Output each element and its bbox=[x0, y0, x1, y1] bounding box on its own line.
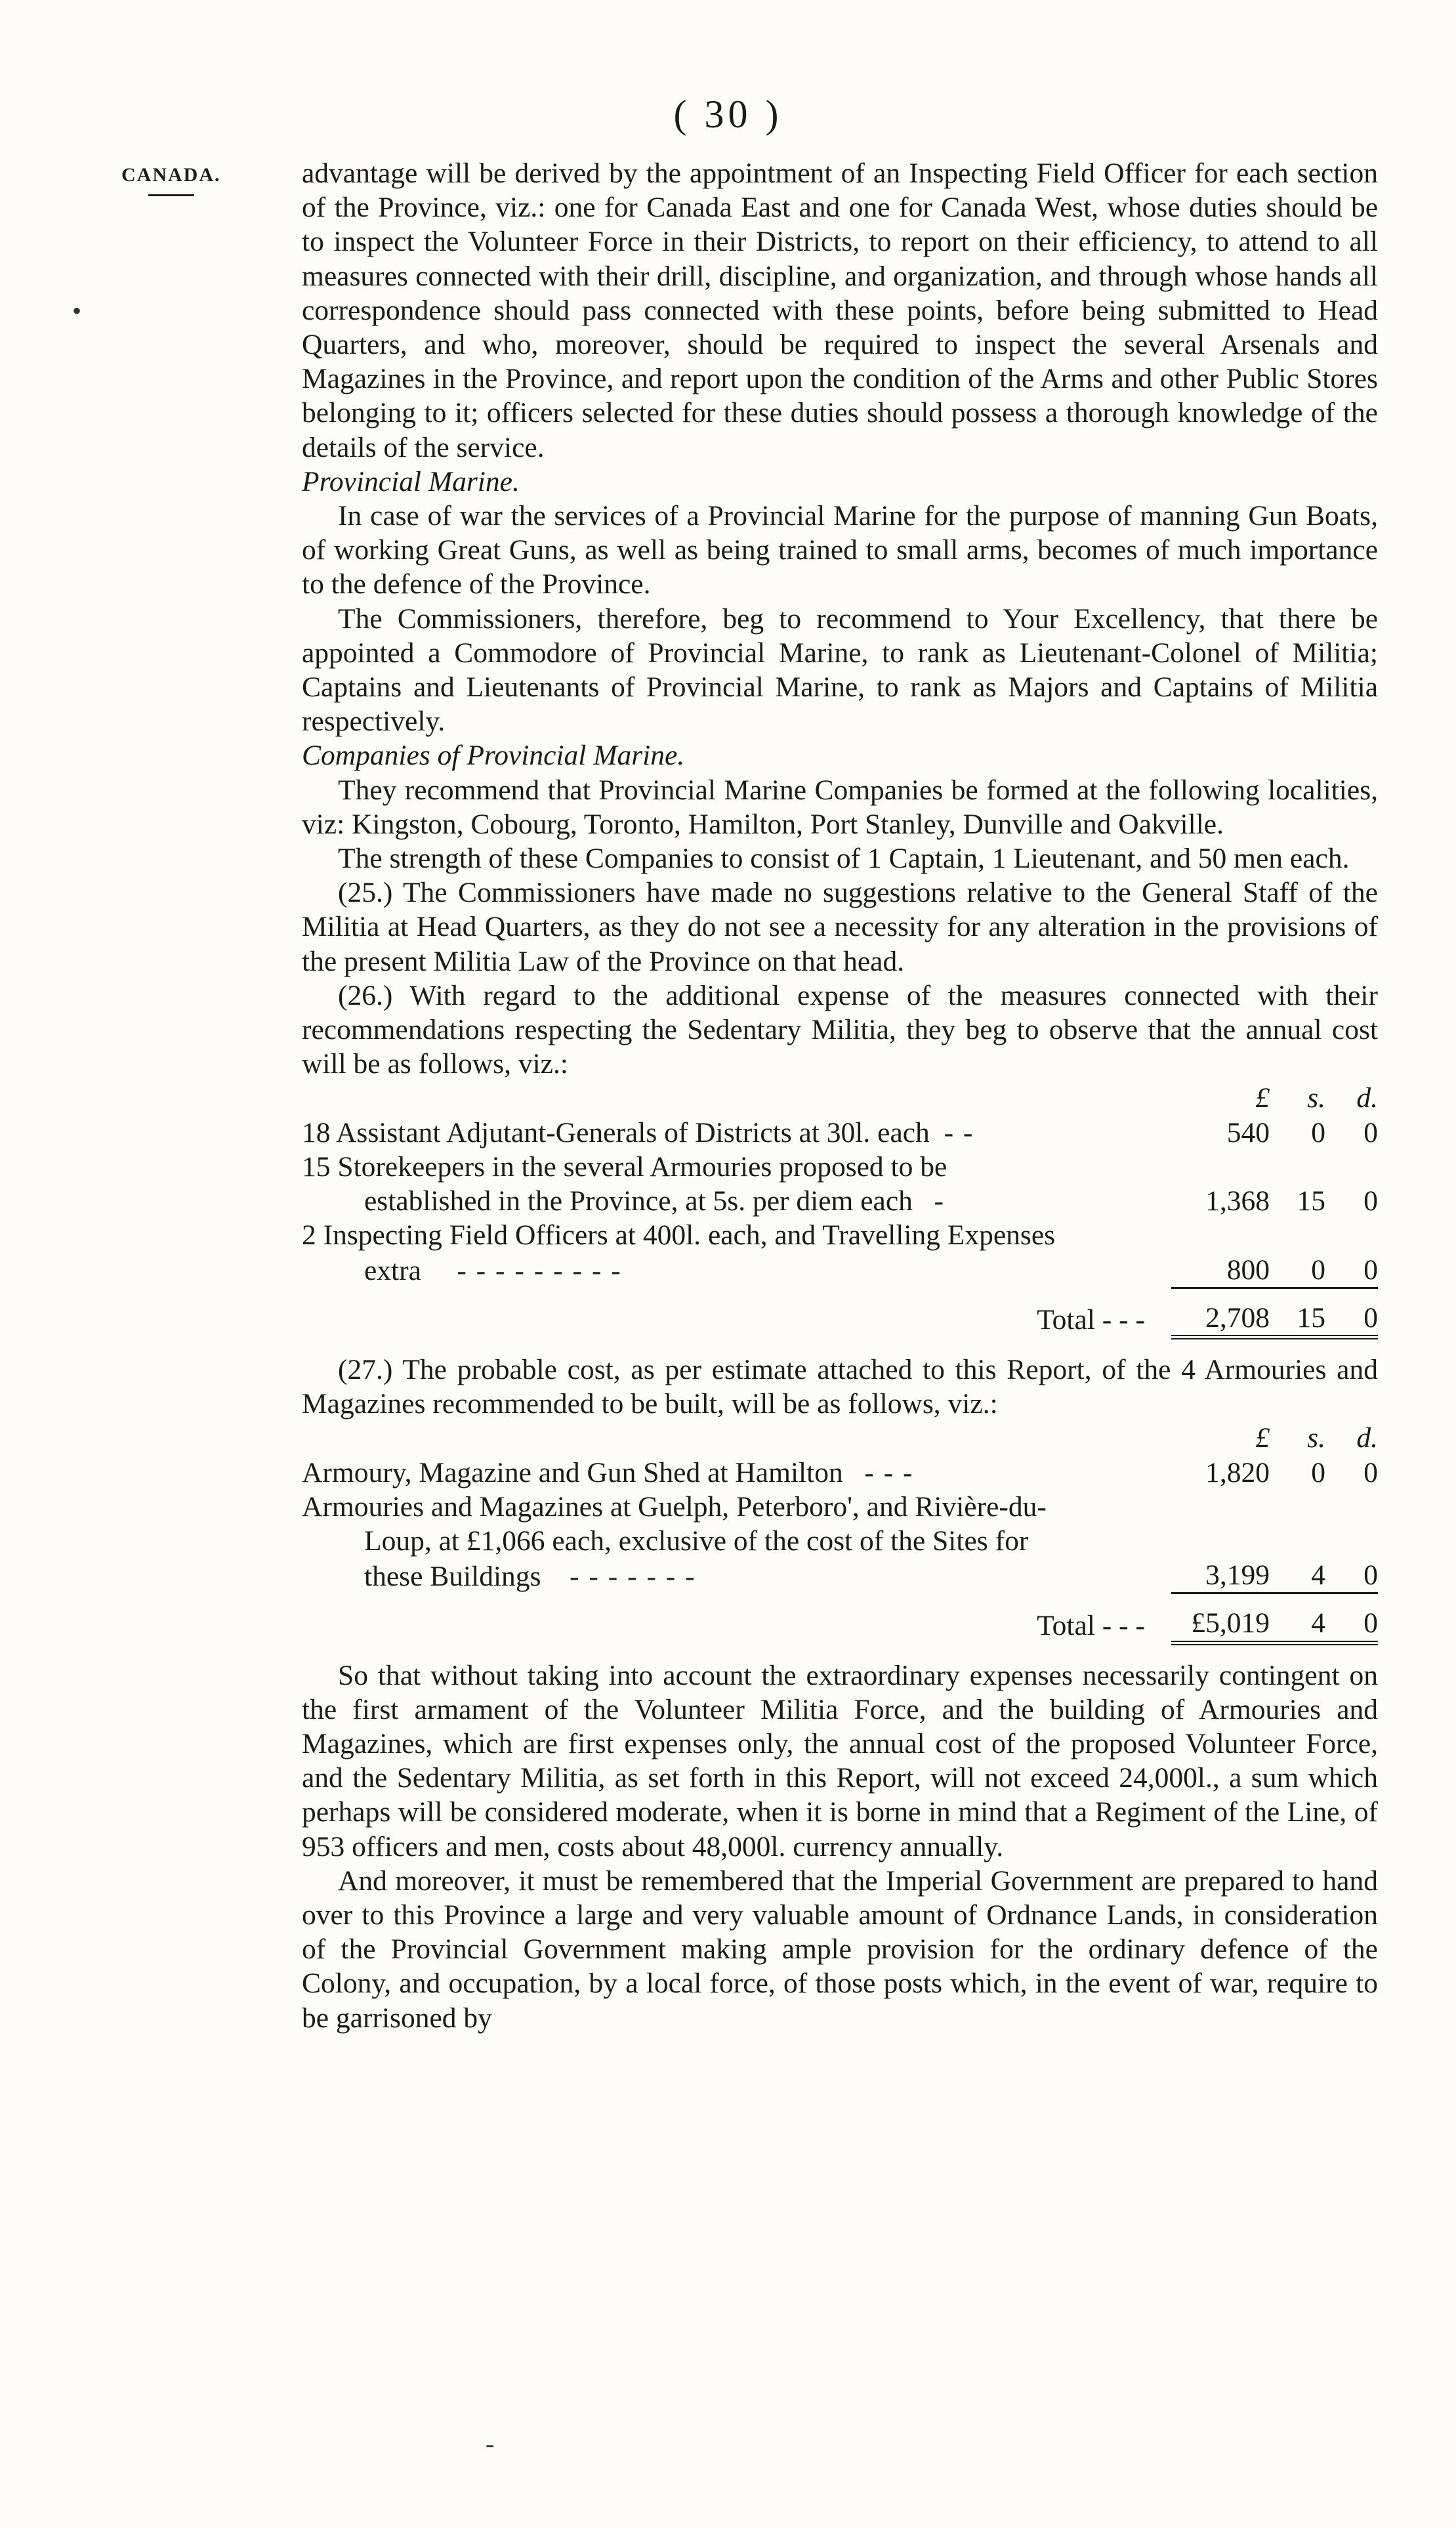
table-row bbox=[302, 1218, 1378, 1252]
total-label: Total - - - bbox=[1037, 1304, 1145, 1336]
amount-pounds: 1,820 bbox=[1205, 1456, 1270, 1488]
leader-dashes: - - - - - - - bbox=[569, 1560, 696, 1592]
margin-rule bbox=[148, 194, 194, 196]
leader-dashes: - - bbox=[944, 1116, 974, 1148]
cost-table-armouries bbox=[302, 1421, 1378, 1645]
total-shillings: 4 bbox=[1270, 1593, 1325, 1643]
row-description: Armoury, Magazine and Gun Shed at Hamilton bbox=[302, 1456, 843, 1488]
total-row bbox=[302, 1593, 1378, 1643]
pounds-header: £ bbox=[1255, 1082, 1270, 1114]
amount-pence: 0 bbox=[1363, 1456, 1378, 1488]
total-label: Total - - - bbox=[1037, 1609, 1145, 1641]
shillings-header: s. bbox=[1307, 1422, 1325, 1454]
paragraph-strength: The strength of these Companies to consist of 1 Captain, 1 Lieutenant, and 50 men each. bbox=[338, 843, 1350, 875]
row-description: established in the Province, at 5s. per diem each bbox=[364, 1185, 913, 1217]
paragraph-ordnance-lands: And moreover, it must be remembered that the Imperial Government are prepared to hand over to this Province a large and very valuable amount of Ordnance Lands, in consideration of the Provincial Government making ample provision for the ordinary defence of the Colony, and occupation, by a local force, of those posts which, in the event of war, require to be garrisoned by bbox=[302, 1864, 1378, 2034]
amount-pounds: 3,199 bbox=[1205, 1559, 1270, 1591]
body-text bbox=[302, 156, 1378, 2035]
pence-header: d. bbox=[1356, 1082, 1378, 1114]
paragraph-marine-services: In case of war the services of a Provincial Marine for the purpose of manning Gun Boats, of working Great Guns, as well as being trained to small arms, becomes of much importance to the defence of the Province. bbox=[302, 500, 1378, 600]
amount-shillings: 0 bbox=[1311, 1116, 1325, 1148]
amount-pence: 0 bbox=[1363, 1253, 1378, 1286]
margin-label-text: CANADA. bbox=[121, 164, 221, 186]
pounds-header: £ bbox=[1255, 1422, 1270, 1454]
paragraph-27: (27.) The probable cost, as per estimate attached to this Report, of the 4 Armouries and Magazines recommended to be built, will be as follows, viz.: bbox=[302, 1353, 1378, 1420]
pence-header: d. bbox=[1356, 1422, 1378, 1454]
amount-shillings: 15 bbox=[1297, 1185, 1325, 1217]
row-description: 15 Storekeepers in the several Armouries proposed to be bbox=[302, 1150, 947, 1183]
total-pounds: £5,019 bbox=[1171, 1593, 1270, 1643]
leader-dashes: - bbox=[934, 1185, 946, 1217]
table-row bbox=[302, 1116, 1378, 1150]
row-description: extra bbox=[364, 1255, 421, 1286]
total-pence: 0 bbox=[1325, 1288, 1378, 1337]
table-row bbox=[302, 1184, 1378, 1218]
paragraph-annual-cost: So that without taking into account the extraordinary expenses necessarily contingent on the first armament of the Volunteer Militia Force, and the building of Armouries and Magazines, which are first expenses only, the annual cost of the proposed Volunteer Force, and the Sedentary Militia, as set forth in this Report, will not exceed 24,000l., a sum which perhaps will be considered moderate, when it is borne in mind that a Regiment of the Line, of 953 officers and men, costs about 48,000l. currency annually. bbox=[302, 1659, 1378, 1863]
leader-dashes: - - - - - - - - - bbox=[457, 1255, 622, 1286]
cost-table-militia bbox=[302, 1081, 1378, 1339]
total-pence: 0 bbox=[1325, 1593, 1378, 1643]
paragraph-commodore: The Commissioners, therefore, beg to recommend to Your Excellency, that there be appointed a Commodore of Provincial Marine, to rank as Lieutenant-Colonel of Militia; Captains and Lieutenants of Provincial Marine, to rank as Majors and Captains of Militia respectively. bbox=[302, 602, 1378, 738]
row-description: 18 Assistant Adjutant-Generals of Districts at 30l. each bbox=[302, 1116, 930, 1148]
amount-shillings: 4 bbox=[1311, 1559, 1325, 1591]
heading-provincial-marine: Provincial Marine. bbox=[302, 465, 520, 497]
row-description: 2 Inspecting Field Officers at 400l. each, and Travelling Expenses bbox=[302, 1219, 1056, 1252]
currency-header bbox=[302, 1081, 1378, 1115]
amount-pence: 0 bbox=[1363, 1185, 1378, 1217]
paragraph-26: (26.) With regard to the additional expense of the measures connected with their recommendations respecting the Sedentary Militia, they beg to observe that the annual cost will be as follows, viz.: bbox=[302, 979, 1378, 1080]
amount-pence: 0 bbox=[1363, 1559, 1378, 1591]
stray-mark: • bbox=[72, 296, 82, 326]
leader-dashes: - - - bbox=[864, 1456, 914, 1488]
amount-pounds: 540 bbox=[1226, 1116, 1270, 1148]
amount-shillings: 0 bbox=[1311, 1253, 1325, 1286]
table-row bbox=[302, 1253, 1378, 1288]
margin-label bbox=[121, 164, 221, 196]
amount-pounds: 800 bbox=[1226, 1253, 1270, 1286]
amount-shillings: 0 bbox=[1311, 1456, 1325, 1488]
row-description: Armouries and Magazines at Guelph, Peterboro', and Rivière-du- bbox=[302, 1490, 1047, 1523]
table-row bbox=[302, 1558, 1378, 1593]
table-row bbox=[302, 1150, 1378, 1184]
row-description: these Buildings bbox=[364, 1560, 541, 1592]
row-description: Loup, at £1,066 each, exclusive of the cost of the Sites for bbox=[364, 1525, 1029, 1557]
paragraph-localities: They recommend that Provincial Marine Companies be formed at the following localities, viz: Kingston, Cobourg, Toronto, Hamilton, Port Stanley, Dunville and Oakville. bbox=[302, 774, 1378, 840]
table-row bbox=[302, 1490, 1378, 1524]
total-pounds: 2,708 bbox=[1171, 1288, 1270, 1337]
paragraph-inspecting-officer: advantage will be derived by the appointment of an Inspecting Field Officer for each section of the Province, viz.: one for Canada East and one for Canada West, whose duties should be to inspect the Volunteer Force in their Districts, to report on their efficiency, to attend to all measures connected with their drill, discipline, and organization, and through whose hands all correspondence should pass connected with these points, before being submitted to Head Quarters, and who, moreover, should be required to inspect the several Arsenals and Magazines in the Province, and report upon the condition of the Arms and other Public Stores belonging to it; officers selected for these duties should possess a thorough knowledge of the details of the service. bbox=[302, 158, 1378, 463]
amount-pounds: 1,368 bbox=[1205, 1185, 1270, 1217]
heading-companies: Companies of Provincial Marine. bbox=[302, 740, 685, 772]
total-shillings: 15 bbox=[1270, 1288, 1325, 1337]
table-row bbox=[302, 1524, 1378, 1558]
paragraph-25: (25.) The Commissioners have made no suggestions relative to the General Staff of the Militia at Head Quarters, as they do not see a necessity for any alteration in the provisions of the present Militia Law of the Province on that head. bbox=[302, 877, 1378, 977]
shillings-header: s. bbox=[1307, 1082, 1325, 1114]
page-number: ( 30 ) bbox=[673, 93, 783, 136]
total-row bbox=[302, 1288, 1378, 1337]
stray-mark: - bbox=[486, 2429, 495, 2458]
currency-header bbox=[302, 1421, 1378, 1455]
amount-pence: 0 bbox=[1363, 1116, 1378, 1148]
table-row bbox=[302, 1456, 1378, 1490]
